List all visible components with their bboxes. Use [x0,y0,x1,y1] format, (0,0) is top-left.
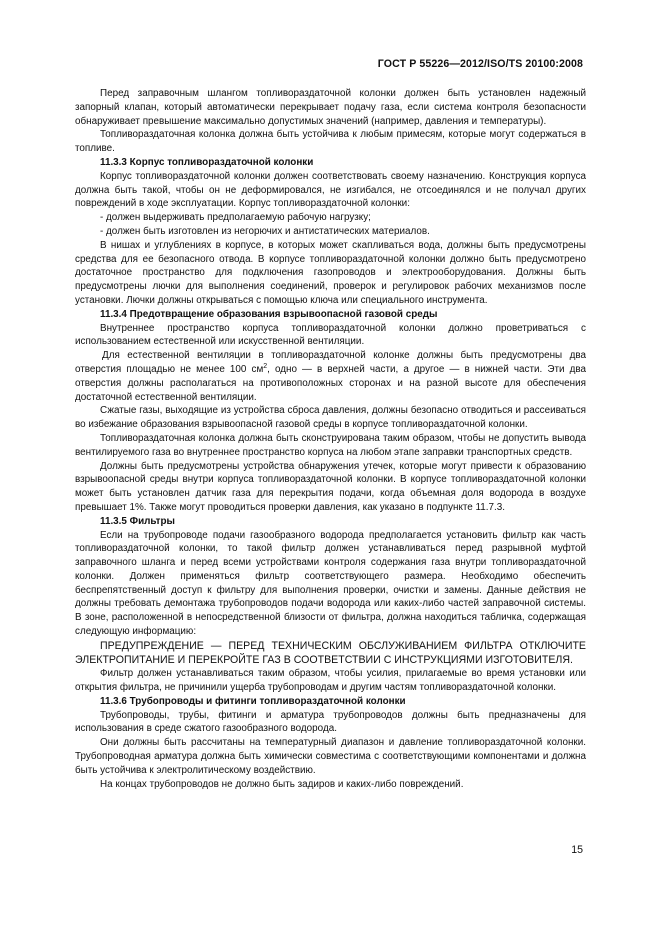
standard-code-header: ГОСТ Р 55226—2012/ISO/TS 20100:2008 [377,58,583,70]
superscript: 2 [263,362,268,370]
paragraph: Топливораздаточная колонка должна быть сконструирована таким образом, чтобы не допустить вывода вентилируемого газа во внутреннее пространство корпуса на любом этапе заправки транспортных средств. [75,432,586,458]
list-item: - должен быть изготовлен из негорючих и антистатических материалов. [100,225,430,237]
paragraph: Перед заправочным шлангом топливораздаточной колонки должен быть установлен надежный запорный клапан, который автоматически перекрывает подачу газа, если система контроля безопасности обнаруживает превышение максимально допустимых значений (например, давления и температуры). [75,88,586,127]
paragraph [75,349,586,404]
paragraph: Трубопроводы, трубы, фитинги и арматура трубопроводов должны быть предназначены для использования в среде сжатого газообразного водорода. [75,709,586,735]
paragraph: Корпус топливораздаточной колонки должен соответствовать своему назначению. Конструкция корпуса должна быть такой, чтобы он не деформировался, не изгибался, не отсоединялся и не получал других повреждений в ходе эксплуатации. Корпус топливораздаточной колонки: [75,170,586,210]
paragraph: Фильтр должен устанавливаться таким образом, чтобы усилия, прилагаемые во время установки или открытия фильтра, не причинили ущерба трубопроводам и другим частям топливораздаточной колонки. [75,668,586,694]
paragraph: На концах трубопроводов не должно быть задиров и каких-либо повреждений. [100,778,464,790]
section-heading-11-3-4: 11.3.4 Предотвращение образования взрывоопасной газовой среды [100,308,438,320]
warning-text: ПРЕДУПРЕЖДЕНИЕ — ПЕРЕД ТЕХНИЧЕСКИМ ОБСЛУЖИВАНИЕМ ФИЛЬТРА ОТКЛЮЧИТЕ ЭЛЕКТРОПИТАНИЕ И ПЕРЕКРОЙТЕ ГАЗ В СООТВЕТСТВИИ С ИНСТРУКЦИЯМИ ИЗГОТОВИТЕЛЯ. [75,639,586,667]
paragraph-text-part: Для естественной вентиляции в топливораздаточной колонке должны быть предусмотрены два отверстия площадью не менее 100 см [75,350,586,375]
section-heading-11-3-5: 11.3.5 Фильтры [100,515,175,527]
paragraph: Внутреннее пространство корпуса топливораздаточной колонки должно проветриваться с использованием естественной или искусственной вентиляции. [75,322,586,348]
paragraph: Топливораздаточная колонка должна быть устойчива к любым примесям, которые могут содержаться в топливе. [75,129,586,155]
section-heading-11-3-3: 11.3.3 Корпус топливораздаточной колонки [100,156,314,168]
paragraph: Должны быть предусмотрены устройства обнаружения утечек, которые могут привести к образованию взрывоопасной среды внутри корпуса топливораздаточной колонки. В корпусе топливораздаточной колонки может быть установлен датчик газа для перекрытия подачи, когда объемная доля водорода в воздухе превышает 1%. Также могут проводиться проверки давления, как указано в подпункте 11.7.3. [75,460,586,513]
paragraph-text-part: , одно — в верхней части, а другое — в нижней части. Эти два отверстия должны располагаться на противоположных сторонах и на разной высоте для обеспечения достаточной естественной вентиляции. [75,363,586,403]
page-body [75,87,586,791]
section-heading-11-3-6: 11.3.6 Трубопроводы и фитинги топливораздаточной колонки [100,695,406,707]
paragraph: В нишах и углублениях в корпусе, в которых может скапливаться вода, должны быть предусмотрены средства для ее безопасного отвода. В корпусе топливораздаточной колонки должно быть предусмотрено достаточное пространство для подключения газопроводов и электрооборудования. Должны быть предусмотрены лючки для выполнения соединений, проверок и регулировок рабочих механизмов после установки. Лючки должны открываться с помощью ключа или специального инструмента. [75,239,586,306]
paragraph: Они должны быть рассчитаны на температурный диапазон и давление топливораздаточной колонки. Трубопроводная арматура должна быть химически совместима с соответствующими компонентами и должна быть устойчива к электролитическому воздействию. [75,737,586,776]
paragraph: Сжатые газы, выходящие из устройства сброса давления, должны безопасно отводиться и рассеиваться во избежание образования взрывоопасной газовой среды в корпусе топливораздаточной колонки. [75,405,586,431]
paragraph: Если на трубопроводе подачи газообразного водорода предполагается установить фильтр как часть топливораздаточной колонки, то такой фильтр должен устанавливаться перед разрывной муфтой заправочного шланга и перед всеми устройствами контроля содержания газа внутри топливораздаточной колонки. Должен применяться фильтр соответствующего размера. Необходимо обеспечить беспрепятственный доступ к фильтру для выполнения проверки, очистки и замены. Данные действия не должны требовать демонтажа трубопроводов подачи водорода или каких-либо частей заправочной системы. В зоне, расположенной в непосредственной близости от фильтра, должна находиться табличка, содержащая следующую информацию: [75,529,586,638]
page-number: 15 [571,844,583,856]
list-item: - должен выдерживать предполагаемую рабочую нагрузку; [100,212,371,224]
